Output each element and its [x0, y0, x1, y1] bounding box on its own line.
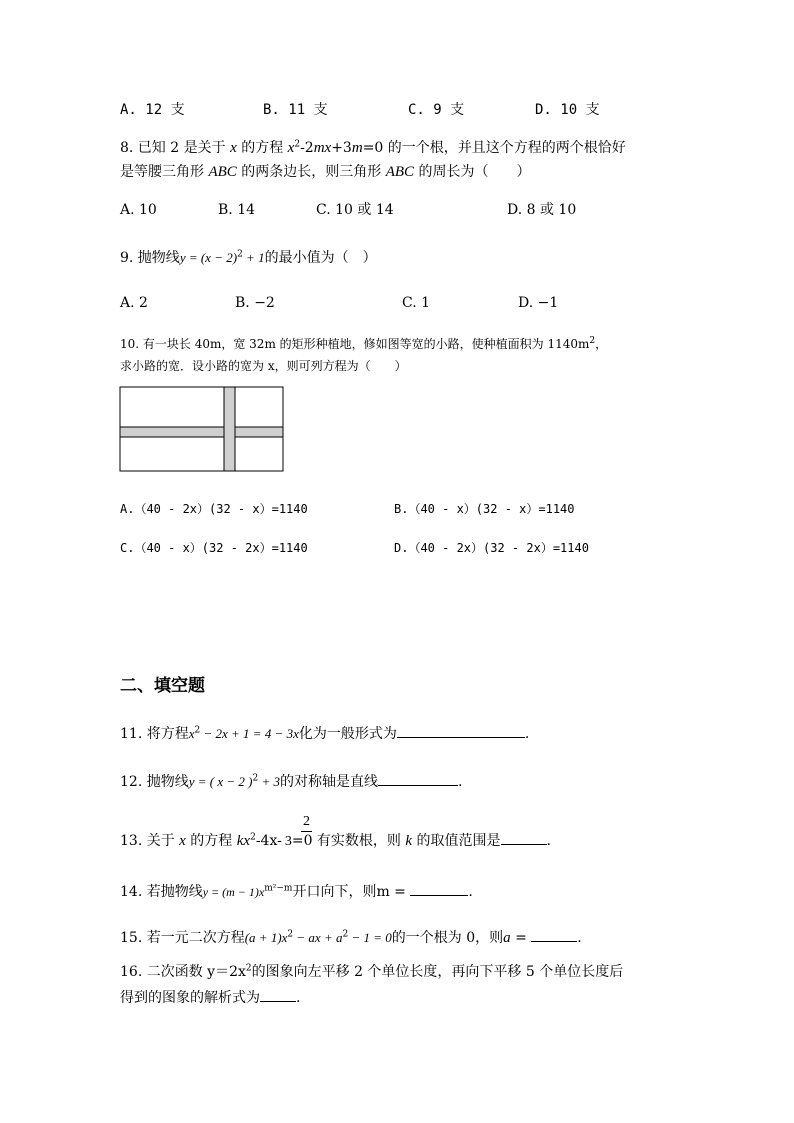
q16-line-2: 得到的图象的解析式为 . — [120, 987, 300, 1008]
q10-option-c: C.（40 - x）(32 - 2x）=1140 — [120, 541, 308, 555]
q8-option-a: A. 10 — [120, 202, 157, 218]
q9-option-d: D. −1 — [518, 295, 559, 311]
q13-fraction-numerator: 2 — [303, 814, 310, 829]
section-title: 二、填空题 — [120, 676, 205, 696]
q8-line-1: 8. 已知 2 是关于 x 的方程 $x^2-2mx+3m=0$ 的一个根，并且这个方程的两个根恰好 — [120, 139, 626, 156]
horizontal-path — [120, 427, 283, 437]
q8-option-b: B. 14 — [218, 202, 256, 218]
q11-answer-blank[interactable] — [397, 723, 525, 738]
q13-answer-blank[interactable] — [501, 830, 547, 845]
q7-option-d: D. 10 支 — [535, 102, 600, 118]
q16-line-1: 16. 二次函数 $y=2x^2$的图象向左平移 2 个单位长度，再向下平移 5 个单位长度后 — [120, 963, 624, 980]
q10-line-2: 求小路的宽．设小路的宽为 x，则可列方程为（ ） — [120, 359, 407, 373]
q8-line-2: 是等腰三角形 ABC 的两条边长，则三角形 ABC 的周长为（ ） — [120, 164, 531, 180]
q10-line-1: 10. 有一块长 40m，宽 32m 的矩形种植地，修如图等宽的小路，使种植面积为 $1140m^2$， — [120, 336, 608, 351]
q14-answer-blank[interactable] — [410, 881, 468, 896]
q8-option-c: C. 10 或 14 — [316, 202, 394, 218]
q16-answer-blank[interactable] — [260, 987, 296, 1002]
q9-stem: 9. 抛物线$y = (x - 2)^2 + 1$的最小值为（ ） — [120, 249, 377, 266]
q7-option-c: C. 9 支 — [408, 102, 465, 118]
q10-field-diagram — [119, 386, 285, 473]
q14-stem: 14. 若抛物线$y = (m - 1)x^{m^2-m}$开口向下，则m = . — [120, 881, 473, 902]
q10-option-a: A.（40 - 2x）(32 - x）=1140 — [120, 502, 308, 516]
q12-stem: 12. 抛物线y = ( x − 2 )$^2$ + 3的对称轴是直线 . — [120, 771, 462, 792]
q10-option-b: B.（40 - x）(32 - x）=1140 — [394, 502, 575, 516]
q8-option-d: D. 8 或 10 — [507, 202, 577, 218]
q11-stem: 11. 将方程$x^2 - 2x + 1 = 4 - 3x$化为一般形式为 . — [120, 723, 529, 744]
q13-stem: 13. 关于 x 的方程 $kx^2-4x-$ 3=0 有实数根，则 k 的取值范围是 . — [120, 830, 551, 852]
q9-option-c: C. 1 — [402, 295, 431, 311]
q12-answer-blank[interactable] — [378, 771, 458, 786]
q7-option-a: A. 12 支 — [120, 102, 185, 118]
q15-answer-blank[interactable] — [531, 927, 577, 942]
q9-option-a: A. 2 — [120, 295, 148, 311]
path-crossing — [225, 428, 235, 437]
q9-option-b: B. −2 — [235, 295, 275, 311]
q7-option-b: B. 11 支 — [263, 102, 328, 118]
q15-stem: 15. 若一元二次方程$(a + 1)x^2$ − ax + $a^2 - 1 = 0$的一个根为 0，则a = . — [120, 927, 582, 948]
q10-option-d: D.（40 - 2x）(32 - 2x）=1140 — [394, 541, 589, 555]
